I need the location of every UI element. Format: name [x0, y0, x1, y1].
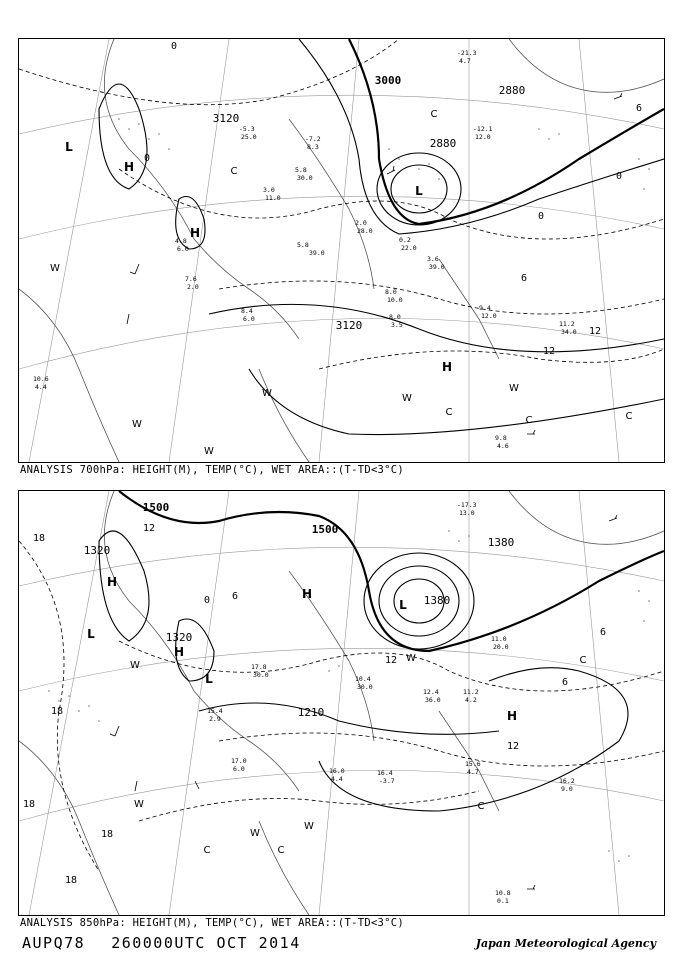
- warm-label-1: W: [50, 263, 60, 274]
- isotherm-label-11: 18: [64, 875, 78, 886]
- height-label-2880: 2880: [429, 137, 457, 150]
- warm-label-5: W: [402, 393, 412, 404]
- warm-label-3: W: [204, 446, 214, 457]
- lat-lon-grid: [19, 39, 664, 462]
- height-label-1500: 1500: [142, 501, 170, 514]
- high-center-1: H: [123, 160, 135, 174]
- station-value: 13.0: [459, 509, 475, 517]
- station-value: 4.4: [331, 775, 343, 783]
- station-value: 15.4: [207, 707, 223, 715]
- station-value: 4.2: [465, 696, 477, 704]
- station-value: 30.0: [253, 671, 269, 679]
- high-center-3: H: [441, 360, 453, 374]
- station-value: 6.0: [233, 765, 245, 773]
- station-value: 3.5: [391, 321, 403, 329]
- isotherm-label-1: 18: [32, 533, 46, 544]
- isotherm-label-10: 12: [142, 523, 156, 534]
- station-value: -21.3: [457, 49, 477, 57]
- coastlines: [19, 491, 664, 915]
- station-value: 16.0: [329, 767, 345, 775]
- height-contours: [99, 531, 628, 811]
- low-center-2: L: [205, 672, 213, 686]
- height-label-3120-b: 3120: [335, 319, 363, 332]
- pressure-center-labels: [65, 140, 452, 374]
- station-value: -7.2: [305, 135, 321, 143]
- height-contour-3000: [349, 39, 664, 224]
- isotherm-label-4: 18: [100, 829, 114, 840]
- station-value: 36.0: [425, 696, 441, 704]
- station-value: 2.0: [355, 219, 367, 227]
- station-value: 11.2: [559, 320, 575, 328]
- map-700hpa-canvas: [19, 39, 664, 462]
- station-value: 10.8: [495, 889, 511, 897]
- isotherm-label-1: 0: [170, 41, 178, 52]
- isotherm-label-4: 6: [520, 273, 528, 284]
- cold-label-4: C: [525, 415, 533, 426]
- station-value: 30.0: [357, 683, 373, 691]
- station-value: 4.8: [175, 237, 187, 245]
- station-value: 4.7: [459, 57, 471, 65]
- cold-label-2: C: [277, 845, 285, 856]
- high-center-4: H: [506, 709, 518, 723]
- station-value: 4.7: [467, 768, 479, 776]
- station-value: 10.4: [355, 675, 371, 683]
- isotherm-label-3: 18: [22, 799, 36, 810]
- station-value: 3.0: [263, 186, 275, 194]
- station-value: 5.8: [295, 166, 307, 174]
- high-center-2: H: [173, 645, 185, 659]
- warm-label-4: W: [304, 821, 314, 832]
- station-value: 17.8: [251, 663, 267, 671]
- warm-label-3: W: [250, 828, 260, 839]
- temperature-isotherms: [19, 541, 664, 871]
- station-value: -5.3: [239, 125, 255, 133]
- station-value: 30.0: [297, 174, 313, 182]
- station-value: -3.7: [379, 777, 395, 785]
- station-value: 39.0: [429, 263, 445, 271]
- station-value: 22.0: [401, 244, 417, 252]
- caption-700hpa: ANALYSIS 700hPa: HEIGHT(M), TEMP(°C), WET AREA::(T-TD<3°C): [20, 464, 405, 476]
- station-value: 34.0: [561, 328, 577, 336]
- height-label-1380: 1380: [487, 536, 515, 549]
- station-value: 6.0: [177, 245, 189, 253]
- high-center-2: H: [189, 226, 201, 240]
- station-value: 28.0: [357, 227, 373, 235]
- station-value: -17.3: [457, 501, 477, 509]
- map-850hpa: [18, 490, 665, 916]
- station-value: 39.0: [309, 249, 325, 257]
- station-value: 9.4: [479, 304, 491, 312]
- isotherm-label-2: 0: [143, 153, 151, 164]
- isotherm-label-12: 6: [231, 591, 239, 602]
- station-value: 3.6: [427, 255, 439, 263]
- station-value: 0.2: [399, 236, 411, 244]
- cold-label-2: C: [430, 109, 438, 120]
- cold-warm-labels: [50, 109, 632, 457]
- isotherm-label-5: 12: [588, 326, 602, 337]
- station-value: 8.0: [385, 288, 397, 296]
- isotherm-label-2: 18: [50, 706, 64, 717]
- low-center-1: L: [87, 627, 95, 641]
- chart-identifier: [22, 934, 301, 952]
- station-value: 7.6: [185, 275, 197, 283]
- cold-label-5: C: [625, 411, 633, 422]
- station-value: 6.0: [243, 315, 255, 323]
- station-value: 16.4: [377, 769, 393, 777]
- station-value: 11.0: [491, 635, 507, 643]
- isotherm-label-8: 0: [615, 171, 623, 182]
- map-700hpa: [18, 38, 665, 463]
- isotherm-label-6: 12: [506, 741, 520, 752]
- station-value: 11.0: [265, 194, 281, 202]
- warm-label-1: W: [130, 660, 140, 671]
- station-value: 5.8: [297, 241, 309, 249]
- station-value: 10.6: [33, 375, 49, 383]
- low-center-2: L: [415, 184, 423, 198]
- cold-label-1: C: [203, 845, 211, 856]
- station-value: 10.0: [387, 296, 403, 304]
- station-value: 2.9: [209, 715, 221, 723]
- isotherm-label-7: 6: [635, 103, 643, 114]
- station-value: 15.6: [465, 760, 481, 768]
- station-value: 0.1: [497, 897, 509, 905]
- bulletin-code: AUPQ78: [22, 934, 86, 952]
- high-center-1: H: [106, 575, 118, 589]
- warm-label-5: W: [406, 653, 416, 664]
- station-value: 20.0: [493, 643, 509, 651]
- height-label-3120: 3120: [212, 112, 240, 125]
- caption-850hpa: ANALYSIS 850hPa: HEIGHT(M), TEMP(°C), WET AREA::(T-TD<3°C): [20, 917, 405, 929]
- wet-area-dots: [48, 530, 650, 862]
- warm-label-2: W: [132, 419, 142, 430]
- station-value: 25.0: [241, 133, 257, 141]
- low-center-3: L: [399, 598, 407, 612]
- station-value: 12.0: [475, 133, 491, 141]
- height-label-1500-b: 1500: [311, 523, 339, 536]
- station-value: 4.6: [497, 442, 509, 450]
- station-value: 8.0: [389, 313, 401, 321]
- station-value: -12.1: [473, 125, 493, 133]
- isotherm-label-9: 0: [203, 595, 211, 606]
- cold-label-3: C: [477, 801, 485, 812]
- station-value: 8.3: [307, 143, 319, 151]
- isotherm-label-8: 6: [599, 627, 607, 638]
- map-850hpa-canvas: [19, 491, 664, 915]
- cold-label-4: C: [579, 655, 587, 666]
- station-value: 17.0: [231, 757, 247, 765]
- wind-barbs: [127, 93, 622, 434]
- height-label-3000: 3000: [374, 74, 402, 87]
- height-label-1320: 1320: [83, 544, 111, 557]
- isotherm-label-5: 12: [384, 655, 398, 666]
- station-value: 9.0: [561, 785, 573, 793]
- station-value: 12.0: [481, 312, 497, 320]
- low-center-1: L: [65, 140, 73, 154]
- analysis-datetime: 260000UTC OCT 2014: [111, 934, 301, 952]
- height-label-1210: 1210: [297, 706, 325, 719]
- isotherm-label-6: 12: [542, 346, 556, 357]
- isotherm-label-3: 0: [537, 211, 545, 222]
- agency-name: Japan Meteorological Agency: [475, 937, 656, 950]
- warm-label-6: W: [509, 383, 519, 394]
- station-value: 9.8: [495, 434, 507, 442]
- station-value: 2.0: [187, 283, 199, 291]
- height-label-1320-b: 1320: [165, 631, 193, 644]
- station-value: 8.4: [241, 307, 253, 315]
- cold-label-3: C: [445, 407, 453, 418]
- high-center-3: H: [301, 587, 313, 601]
- lat-lon-grid: [19, 491, 664, 915]
- station-value: 11.2: [463, 688, 479, 696]
- pressure-center-labels: [87, 575, 517, 723]
- height-label-1380-b: 1380: [423, 594, 451, 607]
- warm-label-4: W: [262, 388, 272, 399]
- station-value: 12.4: [423, 688, 439, 696]
- cold-label-1: C: [230, 166, 238, 177]
- height-label-2880-b: 2880: [498, 84, 526, 97]
- coastlines: [19, 39, 664, 462]
- station-value: 16.2: [559, 777, 575, 785]
- station-plots: [33, 49, 577, 450]
- isotherm-label-7: 6: [561, 677, 569, 688]
- warm-label-2: W: [134, 799, 144, 810]
- station-value: 4.4: [35, 383, 47, 391]
